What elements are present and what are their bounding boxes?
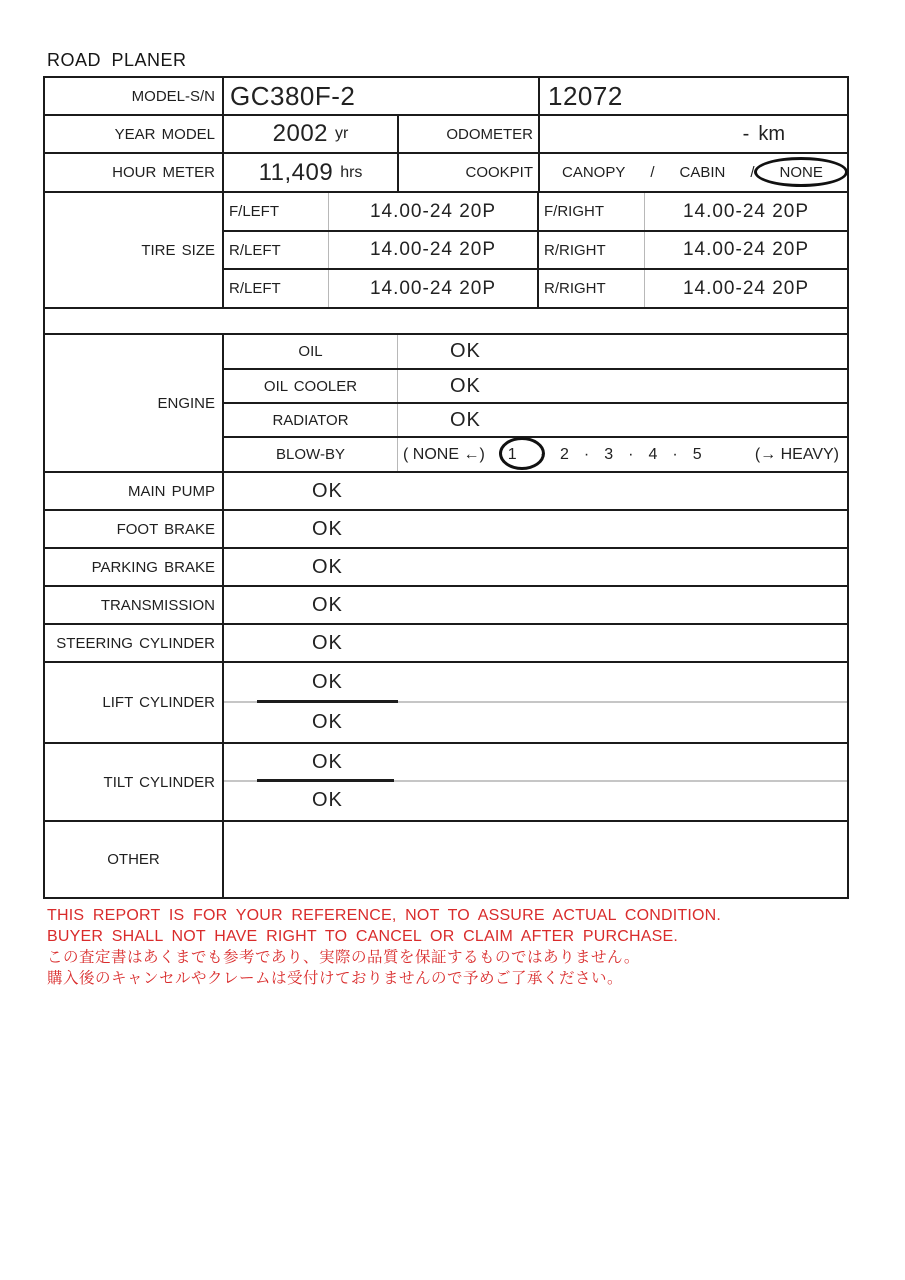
main-pump-label-cell [45,473,224,509]
year-value-cell [224,116,399,152]
parking-brake-value-cell [224,549,847,585]
tire-row-rear2 [224,270,847,307]
year-label-cell [45,116,224,152]
blow-by-dot: · [539,445,546,463]
row-empty-spacer [45,309,847,335]
tilt-cylinder-values [224,744,847,820]
hour-meter-value: 11,409 [258,158,334,186]
tire-row-front [224,193,847,232]
cockpit-separator: / [750,164,755,181]
blow-by-scale-cell [398,438,847,471]
row-hour-cockpit [45,154,847,193]
tire-front-right-label: F/RIGHT [544,203,604,220]
tilt-cylinder-label-cell [45,744,224,820]
engine-row-radiator [224,404,847,438]
tire-rear1-right-value-cell [645,232,847,268]
tire-front-right-value: 14.00-24 20P [682,200,810,222]
disclaimer-line-en-2: BUYER SHALL NOT HAVE RIGHT TO CANCEL OR CLAIM AFTER PURCHASE. [47,928,678,945]
steering-cylinder-label-cell [45,625,224,661]
tire-rear2-left-value: 14.00-24 20P [369,277,497,299]
engine-radiator-value-cell [398,404,847,436]
disclaimer-line-en-1: THIS REPORT IS FOR YOUR REFERENCE, NOT TO ASSURE ACTUAL CONDITION. [47,907,722,924]
blow-by-level-4: 4 [648,445,658,463]
engine-oil-label: OIL [298,343,323,360]
tilt-cylinder-bottom-cell [224,781,847,820]
selection-circle-blow-by [499,437,545,470]
blow-by-label: BLOW-BY [276,446,345,463]
blow-by-dot: · [672,445,678,463]
page-title: ROAD PLANER [47,50,187,70]
tire-rear2-left-label: R/LEFT [229,280,281,297]
hour-meter-unit: hrs [340,163,363,181]
main-pump-value-cell [224,473,847,509]
odometer-value-cell [540,116,847,152]
tilt-cylinder-underline-mark [257,779,394,782]
engine-radiator-label: RADIATOR [272,411,349,429]
parking-brake-label-cell [45,549,224,585]
blow-by-left-note: ( NONE ←) [403,445,485,463]
tire-rear2-right-value: 14.00-24 20P [682,277,810,299]
tire-rear1-left-value-cell [329,232,539,268]
blow-by-dot: · [628,445,634,463]
cockpit-option-cabin: CABIN [679,164,726,181]
tire-size-grid [224,193,847,307]
engine-radiator-label-cell [224,404,398,436]
engine-row-oil [224,335,847,370]
tire-rear1-right-label-cell [539,232,645,268]
engine-oil-cooler-value-cell [398,370,847,402]
tire-rear2-right-value-cell [645,270,847,307]
blow-by-label-cell [224,438,398,471]
tire-rear2-left-value-cell [329,270,539,307]
tire-rear1-right-value: 14.00-24 20P [682,239,810,260]
tire-size-label-cell [45,193,224,307]
lift-cylinder-bottom-cell [224,702,847,742]
row-lift-cylinder [45,663,847,744]
tilt-cylinder-top-cell [224,744,847,781]
tire-front-left-label-cell [224,193,329,230]
tire-rear1-left-label: R/LEFT [229,241,281,259]
tire-rear1-right-label: R/RIGHT [544,241,606,259]
foot-brake-value-cell [224,511,847,547]
row-other [45,822,847,897]
odometer-unit: km [758,122,785,145]
odometer-value: - [742,122,750,145]
parking-brake-value: OK [312,555,343,578]
odometer-label-cell [399,116,540,152]
engine-row-oil-cooler [224,370,847,404]
cockpit-separator: / [650,164,655,181]
lift-cylinder-top-cell [224,663,847,702]
tilt-cylinder-top-value: OK [312,751,343,773]
tire-front-right-label-cell [539,193,645,230]
engine-label-cell [45,335,224,471]
row-main-pump [45,473,847,511]
steering-cylinder-label: STEERING CYLINDER [56,634,215,652]
engine-oil-cooler-value: OK [450,374,481,397]
hour-meter-label: HOUR METER [112,164,215,181]
other-label: OTHER [107,851,160,868]
hour-meter-value-cell [224,154,399,191]
tire-row-rear1 [224,232,847,270]
lift-cylinder-bottom-value: OK [312,710,343,733]
year-label: YEAR MODEL [114,125,215,143]
transmission-value: OK [312,593,343,616]
cockpit-option-none-text: NONE [779,164,823,181]
engine-oil-cooler-label-cell [224,370,398,402]
lift-cylinder-top-value: OK [312,671,343,693]
tire-front-left-value-cell [329,193,539,230]
blow-by-level-1: 1 [507,445,517,463]
disclaimer-line-jp-1: この査定書はあくまでも参考であり、実際の品質を保証するものではありません。 [47,949,640,966]
tilt-cylinder-label: TILT CYLINDER [103,773,215,791]
cockpit-label: COOKPIT [465,164,533,181]
transmission-label: TRANSMISSION [100,596,215,614]
year-unit: yr [335,125,349,142]
other-label-cell [45,822,224,897]
cockpit-option-canopy: CANOPY [562,164,626,181]
section-engine [45,335,847,473]
foot-brake-value: OK [312,517,343,540]
engine-label: ENGINE [157,394,215,412]
disclaimer-block [47,905,721,989]
blow-by-right-note: (→ HEAVY) [754,445,839,463]
blow-by-level-1-selected [508,446,517,464]
row-parking-brake [45,549,847,587]
lift-cylinder-label-cell [45,663,224,742]
row-tilt-cylinder [45,744,847,822]
tire-size-label: TIRE SIZE [141,241,215,259]
model-sn-label-cell [45,78,224,114]
tire-rear1-left-label-cell [224,232,329,268]
hour-meter-label-cell [45,154,224,191]
tire-rear2-right-label-cell [539,270,645,307]
tire-front-left-label: F/LEFT [229,203,280,220]
serial-value: 12072 [548,80,623,111]
serial-value-cell [540,78,847,114]
steering-cylinder-value: OK [312,631,343,654]
blow-by-level-5: 5 [692,445,702,463]
engine-oil-label-cell [224,335,398,368]
row-steering-cylinder [45,625,847,663]
year-value: 2002 [272,120,329,147]
tire-front-right-value-cell [645,193,847,230]
tire-rear2-right-label: R/RIGHT [544,280,606,297]
lift-cylinder-label: LIFT CYLINDER [102,694,215,711]
odometer-label: ODOMETER [446,125,533,143]
parking-brake-label: PARKING BRAKE [91,558,215,576]
lift-cylinder-underline-mark [257,700,398,703]
main-pump-value: OK [312,479,343,502]
tire-rear2-left-label-cell [224,270,329,307]
foot-brake-label: FOOT BRAKE [116,520,215,538]
engine-grid [224,335,847,471]
other-value-cell [224,822,847,897]
steering-cylinder-value-cell [224,625,847,661]
foot-brake-label-cell [45,511,224,547]
model-sn-label: MODEL-S/N [131,87,215,105]
cockpit-label-cell [399,154,540,191]
inspection-table [43,76,849,899]
disclaimer-line-jp-2: 購入後のキャンセルやクレームは受付けておりませんので予めご了承ください。 [47,970,624,987]
cockpit-option-none-selected [780,164,823,181]
tilt-cylinder-bottom-value: OK [312,789,343,811]
row-foot-brake [45,511,847,549]
engine-oil-value-cell [398,335,847,368]
tire-rear1-left-value: 14.00-24 20P [369,239,497,260]
engine-row-blow-by [224,438,847,471]
model-value: GC380F-2 [230,80,356,111]
engine-oil-cooler-label: OIL COOLER [263,377,358,395]
model-value-cell [224,78,540,114]
blow-by-dot: · [583,445,590,463]
section-tire-size [45,193,847,309]
cockpit-options-cell [540,154,847,191]
transmission-label-cell [45,587,224,623]
main-pump-label: MAIN PUMP [127,482,215,500]
blow-by-level-2: 2 [560,445,569,463]
row-year-odometer [45,116,847,154]
row-transmission [45,587,847,625]
engine-radiator-value: OK [450,408,481,431]
transmission-value-cell [224,587,847,623]
blow-by-level-3: 3 [604,445,614,463]
row-model-sn [45,78,847,116]
tire-front-left-value: 14.00-24 20P [369,200,497,222]
engine-oil-value: OK [450,340,481,362]
